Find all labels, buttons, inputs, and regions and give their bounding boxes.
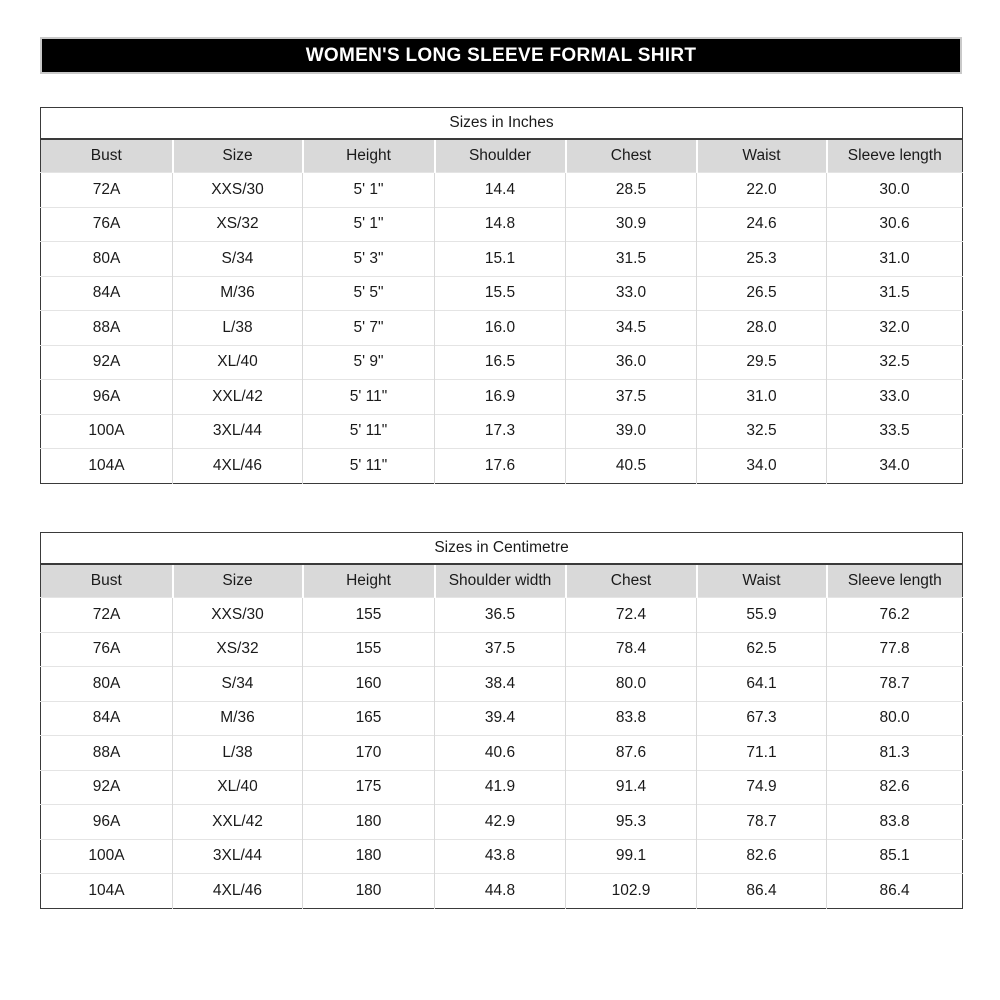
size-cell: 80A — [41, 667, 173, 702]
column-header: Chest — [566, 139, 697, 173]
size-cell: 155 — [303, 598, 435, 633]
size-cell: 37.5 — [435, 632, 566, 667]
size-cell: S/34 — [173, 667, 303, 702]
table-caption: Sizes in Inches — [41, 108, 963, 139]
table-row — [41, 345, 963, 380]
size-cell: 14.4 — [435, 173, 566, 208]
size-cell: M/36 — [173, 701, 303, 736]
size-cell: 34.0 — [827, 449, 963, 484]
size-cell: 87.6 — [566, 736, 697, 771]
size-cell: 72A — [41, 173, 173, 208]
size-cell: 34.0 — [697, 449, 827, 484]
size-cell: 78.7 — [827, 667, 963, 702]
size-cell: 100A — [41, 414, 173, 449]
size-cell: 31.0 — [827, 242, 963, 277]
column-header: Bust — [41, 139, 173, 173]
size-cell: 39.4 — [435, 701, 566, 736]
size-cell: 5' 9" — [303, 345, 435, 380]
size-cell: 39.0 — [566, 414, 697, 449]
size-cell: 3XL/44 — [173, 839, 303, 874]
size-cell: 76A — [41, 632, 173, 667]
size-cell: 85.1 — [827, 839, 963, 874]
size-cell: 175 — [303, 770, 435, 805]
size-cell: XXL/42 — [173, 805, 303, 840]
size-cell: 16.9 — [435, 380, 566, 415]
size-cell: 84A — [41, 701, 173, 736]
size-cell: 5' 3" — [303, 242, 435, 277]
table-row — [41, 242, 963, 277]
table-row — [41, 276, 963, 311]
size-cell: 29.5 — [697, 345, 827, 380]
size-cell: 44.8 — [435, 874, 566, 909]
table-row — [41, 173, 963, 208]
size-cell: 84A — [41, 276, 173, 311]
size-cell: 180 — [303, 874, 435, 909]
size-cell: 180 — [303, 805, 435, 840]
column-header: Waist — [697, 564, 827, 598]
size-cell: 99.1 — [566, 839, 697, 874]
size-cell: 16.5 — [435, 345, 566, 380]
size-cell: 165 — [303, 701, 435, 736]
size-cell: 30.9 — [566, 207, 697, 242]
column-header: Shoulder — [435, 139, 566, 173]
size-cell: 170 — [303, 736, 435, 771]
size-cell: L/38 — [173, 311, 303, 346]
size-cell: 160 — [303, 667, 435, 702]
size-table — [40, 107, 963, 484]
column-header: Chest — [566, 564, 697, 598]
size-cell: 32.0 — [827, 311, 963, 346]
size-cell: 72.4 — [566, 598, 697, 633]
size-cell: 78.7 — [697, 805, 827, 840]
table-row — [41, 770, 963, 805]
size-cell: 92A — [41, 345, 173, 380]
size-cell: 36.0 — [566, 345, 697, 380]
size-cell: 95.3 — [566, 805, 697, 840]
size-cell: 96A — [41, 805, 173, 840]
size-cell: 96A — [41, 380, 173, 415]
size-cell: 15.5 — [435, 276, 566, 311]
column-header: Height — [303, 564, 435, 598]
size-table-centimetre — [40, 532, 963, 909]
size-cell: 34.5 — [566, 311, 697, 346]
page-title-bar — [40, 37, 962, 74]
size-cell: 24.6 — [697, 207, 827, 242]
size-cell: 74.9 — [697, 770, 827, 805]
size-cell: 5' 11" — [303, 380, 435, 415]
size-cell: 180 — [303, 839, 435, 874]
size-cell: 86.4 — [827, 874, 963, 909]
size-cell: 40.6 — [435, 736, 566, 771]
size-cell: 82.6 — [697, 839, 827, 874]
column-header: Size — [173, 564, 303, 598]
size-cell: 28.0 — [697, 311, 827, 346]
size-cell: 36.5 — [435, 598, 566, 633]
column-header: Height — [303, 139, 435, 173]
size-cell: 64.1 — [697, 667, 827, 702]
size-cell: 92A — [41, 770, 173, 805]
table-row — [41, 449, 963, 484]
table-row — [41, 701, 963, 736]
size-cell: XXS/30 — [173, 173, 303, 208]
table-row — [41, 207, 963, 242]
size-cell: 91.4 — [566, 770, 697, 805]
page-title: WOMEN'S LONG SLEEVE FORMAL SHIRT — [305, 44, 697, 66]
size-cell: 83.8 — [827, 805, 963, 840]
size-cell: XS/32 — [173, 207, 303, 242]
size-cell: 67.3 — [697, 701, 827, 736]
table-row — [41, 598, 963, 633]
size-cell: XXL/42 — [173, 380, 303, 415]
table-caption: Sizes in Centimetre — [41, 533, 963, 564]
size-cell: 78.4 — [566, 632, 697, 667]
size-cell: 83.8 — [566, 701, 697, 736]
size-cell: 100A — [41, 839, 173, 874]
size-cell: 31.5 — [566, 242, 697, 277]
size-cell: 17.3 — [435, 414, 566, 449]
size-cell: 155 — [303, 632, 435, 667]
size-cell: XXS/30 — [173, 598, 303, 633]
size-cell: 15.1 — [435, 242, 566, 277]
column-header: Sleeve length — [827, 564, 963, 598]
size-cell: 88A — [41, 736, 173, 771]
size-cell: 32.5 — [697, 414, 827, 449]
table-row — [41, 667, 963, 702]
size-cell: 71.1 — [697, 736, 827, 771]
size-cell: 33.5 — [827, 414, 963, 449]
size-cell: 37.5 — [566, 380, 697, 415]
size-cell: 40.5 — [566, 449, 697, 484]
size-cell: 80A — [41, 242, 173, 277]
size-cell: 28.5 — [566, 173, 697, 208]
size-cell: 33.0 — [827, 380, 963, 415]
column-header: Sleeve length — [827, 139, 963, 173]
size-cell: XL/40 — [173, 770, 303, 805]
table-row — [41, 839, 963, 874]
size-cell: 5' 1" — [303, 173, 435, 208]
size-cell: 3XL/44 — [173, 414, 303, 449]
size-cell: 80.0 — [566, 667, 697, 702]
size-cell: 25.3 — [697, 242, 827, 277]
size-cell: 55.9 — [697, 598, 827, 633]
size-cell: 41.9 — [435, 770, 566, 805]
size-cell: 76.2 — [827, 598, 963, 633]
table-row — [41, 874, 963, 909]
size-cell: 14.8 — [435, 207, 566, 242]
size-cell: 30.0 — [827, 173, 963, 208]
size-cell: 5' 1" — [303, 207, 435, 242]
size-cell: 26.5 — [697, 276, 827, 311]
size-cell: M/36 — [173, 276, 303, 311]
size-cell: 5' 5" — [303, 276, 435, 311]
size-cell: 38.4 — [435, 667, 566, 702]
table-row — [41, 805, 963, 840]
column-header: Waist — [697, 139, 827, 173]
size-cell: 43.8 — [435, 839, 566, 874]
size-cell: 80.0 — [827, 701, 963, 736]
column-header: Size — [173, 139, 303, 173]
size-cell: 88A — [41, 311, 173, 346]
size-cell: 5' 11" — [303, 449, 435, 484]
size-cell: 30.6 — [827, 207, 963, 242]
size-cell: XS/32 — [173, 632, 303, 667]
size-cell: 42.9 — [435, 805, 566, 840]
size-cell: 104A — [41, 874, 173, 909]
size-cell: 22.0 — [697, 173, 827, 208]
column-header: Shoulder width — [435, 564, 566, 598]
size-cell: 31.5 — [827, 276, 963, 311]
size-cell: 86.4 — [697, 874, 827, 909]
table-row — [41, 736, 963, 771]
table-row — [41, 414, 963, 449]
table-row — [41, 380, 963, 415]
table-row — [41, 311, 963, 346]
size-cell: 33.0 — [566, 276, 697, 311]
size-cell: 17.6 — [435, 449, 566, 484]
size-cell: 5' 7" — [303, 311, 435, 346]
size-cell: XL/40 — [173, 345, 303, 380]
size-cell: 16.0 — [435, 311, 566, 346]
size-cell: 104A — [41, 449, 173, 484]
size-cell: 76A — [41, 207, 173, 242]
size-cell: 82.6 — [827, 770, 963, 805]
size-cell: 31.0 — [697, 380, 827, 415]
size-cell: 102.9 — [566, 874, 697, 909]
size-cell: 4XL/46 — [173, 449, 303, 484]
size-table-inches — [40, 107, 963, 484]
size-cell: S/34 — [173, 242, 303, 277]
table-row — [41, 632, 963, 667]
header-row — [41, 139, 963, 173]
size-cell: 72A — [41, 598, 173, 633]
size-cell: 4XL/46 — [173, 874, 303, 909]
header-row — [41, 564, 963, 598]
size-cell: 5' 11" — [303, 414, 435, 449]
column-header: Bust — [41, 564, 173, 598]
size-cell: 81.3 — [827, 736, 963, 771]
size-cell: 32.5 — [827, 345, 963, 380]
size-table — [40, 532, 963, 909]
size-cell: L/38 — [173, 736, 303, 771]
size-cell: 77.8 — [827, 632, 963, 667]
size-cell: 62.5 — [697, 632, 827, 667]
